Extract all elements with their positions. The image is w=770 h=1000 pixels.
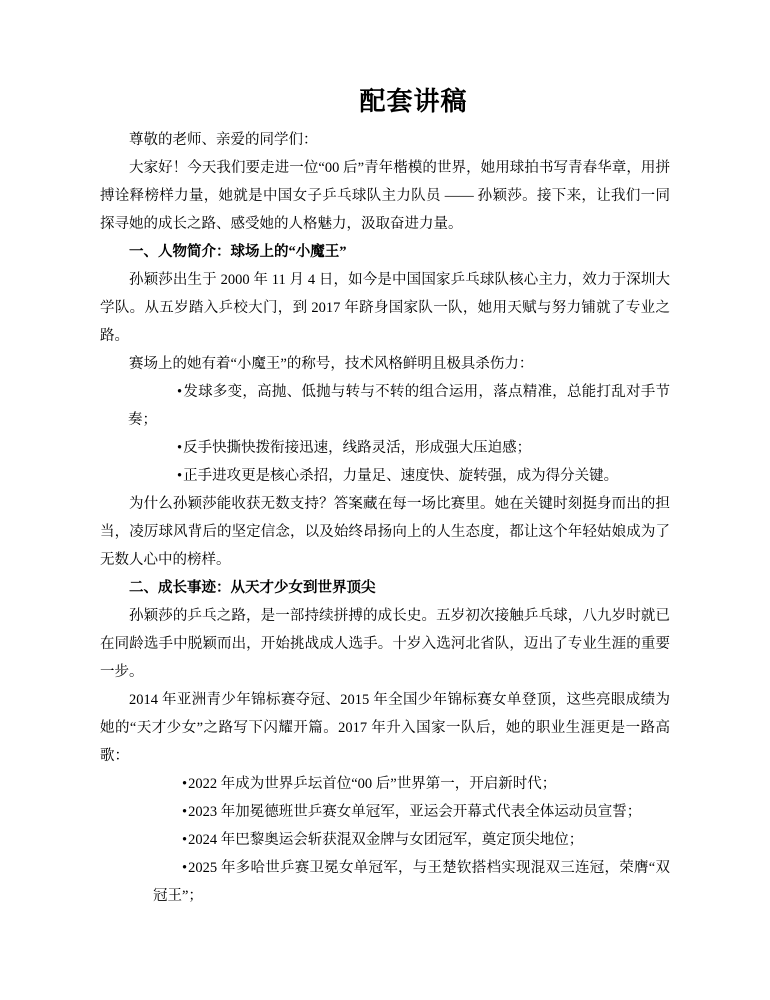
document-title: 配套讲稿 [359,87,468,116]
bullet-icon: • [182,832,188,848]
list-item [100,378,670,434]
career-paragraph: 2014 年亚洲青少年锦标赛夺冠、2015 年全国少年锦标赛女单登顶，这些亮眼成绩为她的“天才少女”之路写下闪耀开篇。2017 年升入国家一队后，她的职业生涯更是一路高歌： [100,692,670,764]
list-item-text: 2025 年多哈世乒赛卫冕女单冠军，与王楚钦搭档实现混双三连冠，荣膺“双冠王”； [153,860,670,904]
list-item [100,798,670,826]
support-paragraph: 为什么孙颖莎能收获无数支持？答案藏在每一场比赛里。她在关键时刻挺身而出的担当，凌厉球风背后的坚定信念，以及始终昂扬向上的人生态度，都让这个年轻姑娘成为了无数人心中的榜样。 [100,496,670,568]
list-item [100,434,670,462]
list-item-text: 反手快撕快拨衔接迅速，线路灵活，形成强大压迫感； [183,440,532,456]
document-content [100,0,670,910]
list-item-text: 2023 年加冕德班世乒赛女单冠军，亚运会开幕式代表全体运动员宣誓； [188,804,642,820]
bullet-icon: • [177,440,183,456]
growth-paragraph: 孙颖莎的乒乓之路，是一部持续拼搏的成长史。五岁初次接触乒乓球，八九岁时就已在同龄选手中脱颖而出，开始挑战成人选手。十岁入选河北省队，迈出了专业生涯的重要一步。 [100,608,670,680]
list-item [100,854,670,910]
list-item [100,770,670,798]
skills-bullet-list [100,378,670,490]
salutation-paragraph: 尊敬的老师、亲爱的同学们： [129,132,318,148]
bullet-icon: • [177,384,183,400]
list-item [100,462,670,490]
list-item-text: 正手进攻更是核心杀招，力量足、速度快、旋转强，成为得分关键。 [183,468,619,484]
list-item-text: 发球多变，高抛、低抛与转与不转的组合运用，落点精准，总能打乱对手节奏； [128,384,670,428]
list-item [100,826,670,854]
style-intro-paragraph: 赛场上的她有着“小魔王”的称号，技术风格鲜明且极具杀伤力： [129,356,534,372]
intro-paragraph: 大家好！今天我们要走进一位“00 后”青年楷模的世界，她用球拍书写青春华章，用拼搏诠释榜样力量，她就是中国女子乒乓球队主力队员 —— 孙颖莎。接下来，让我们一同探寻她的成长之路、感受她的人格魅力，汲取奋进力量。 [100,160,670,232]
section-heading-2: 二、成长事迹：从天才少女到世界顶尖 [129,580,376,596]
bullet-icon: • [182,860,188,876]
achievements-bullet-list [100,770,670,910]
bullet-icon: • [182,804,188,820]
bullet-icon: • [177,468,183,484]
section-heading-1: 一、人物简介：球场上的“小魔王” [129,244,347,260]
bio-paragraph: 孙颖莎出生于 2000 年 11 月 4 日，如今是中国国家乒乓球队核心主力，效力于深圳大学队。从五岁踏入乒校大门，到 2017 年跻身国家队一队，她用天赋与努力铺就了专业之路。 [100,272,670,344]
list-item-text: 2024 年巴黎奥运会斩获混双金牌与女团冠军，奠定顶尖地位； [188,832,584,848]
bullet-icon: • [182,776,188,792]
list-item-text: 2022 年成为世界乒坛首位“00 后”世界第一，开启新时代； [188,776,557,792]
